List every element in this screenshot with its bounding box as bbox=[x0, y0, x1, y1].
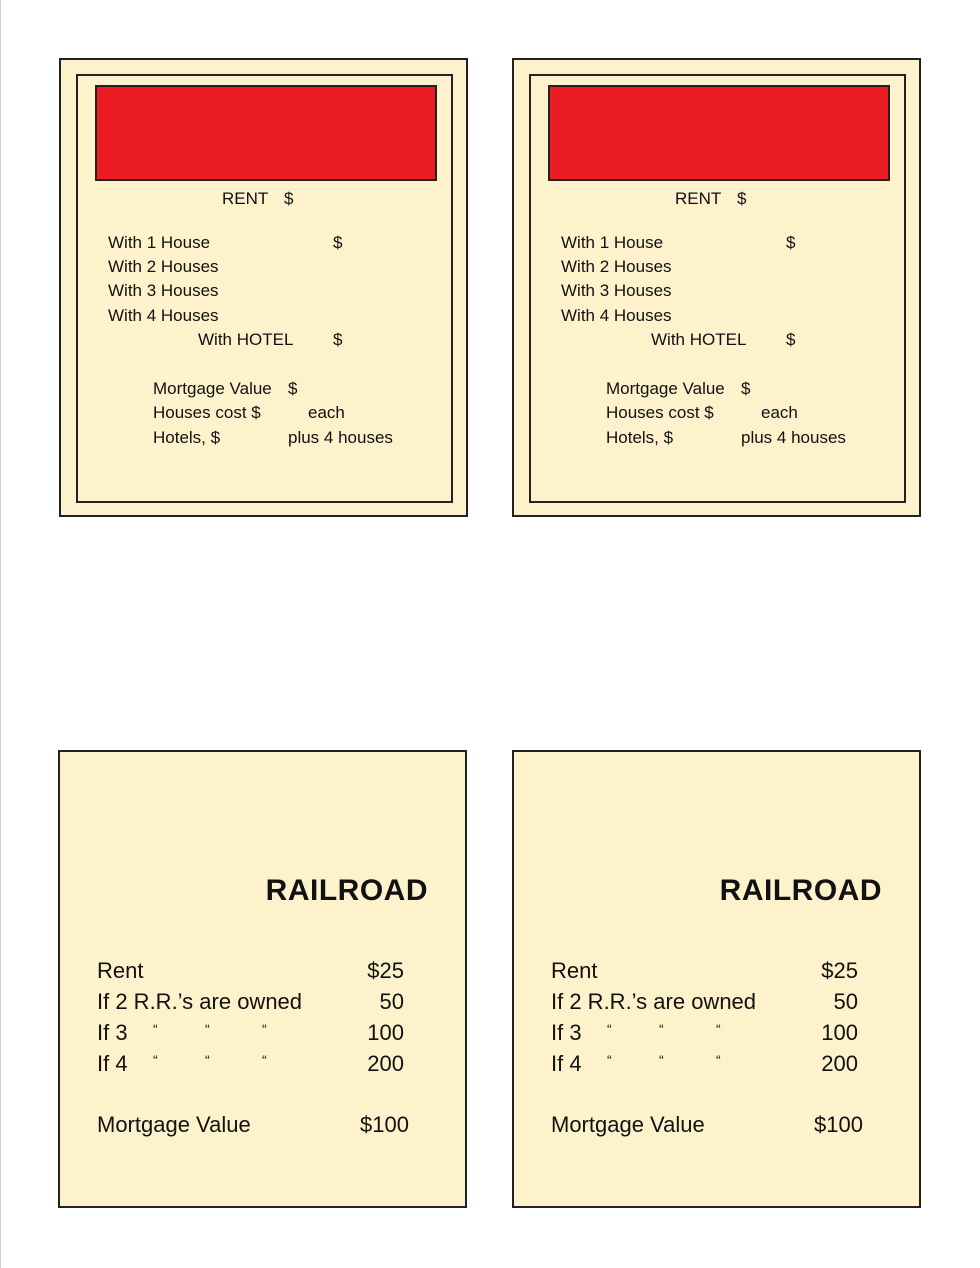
color-bar bbox=[548, 85, 890, 181]
if-3-value: 100 bbox=[367, 1020, 404, 1045]
hotel-label: With HOTEL bbox=[198, 330, 294, 349]
row-2-houses: With 2 Houses bbox=[561, 257, 672, 276]
row-4-houses: With 4 Houses bbox=[108, 306, 219, 325]
rent-value: $25 bbox=[367, 958, 404, 983]
hotels-suffix: plus 4 houses bbox=[741, 428, 846, 447]
rent-dollar: $ bbox=[737, 189, 747, 208]
ditto-mark: “ bbox=[153, 1021, 158, 1037]
row-3-houses: With 3 Houses bbox=[561, 281, 672, 300]
rent-value: $25 bbox=[821, 958, 858, 983]
if-3-label: If 3 bbox=[551, 1020, 582, 1045]
ditto-mark: “ bbox=[659, 1052, 664, 1068]
if-2-value: 50 bbox=[379, 989, 404, 1014]
hotel-label: With HOTEL bbox=[651, 330, 747, 349]
if-4-value: 200 bbox=[821, 1051, 858, 1076]
railroad-title: RAILROAD bbox=[265, 874, 428, 907]
page-left-edge bbox=[0, 0, 1, 1268]
if-2-label: If 2 R.R.’s are owned bbox=[97, 989, 303, 1014]
ditto-mark: “ bbox=[262, 1052, 267, 1068]
if-4-label: If 4 bbox=[97, 1051, 128, 1076]
rent-label: Rent bbox=[97, 958, 144, 983]
ditto-mark: “ bbox=[607, 1052, 612, 1068]
property-card bbox=[512, 58, 921, 517]
houses-cost-label: Houses cost $ bbox=[153, 403, 261, 422]
houses-each: each bbox=[308, 403, 345, 422]
if-4-label: If 4 bbox=[551, 1051, 582, 1076]
railroad-title: RAILROAD bbox=[719, 874, 882, 907]
railroad-card bbox=[512, 750, 921, 1208]
ditto-mark: “ bbox=[716, 1052, 721, 1068]
property-card-frame bbox=[529, 74, 906, 503]
mortgage-value: $100 bbox=[360, 1112, 409, 1137]
houses-cost-label: Houses cost $ bbox=[606, 403, 714, 422]
row-4-houses: With 4 Houses bbox=[561, 306, 672, 325]
hotels-label: Hotels, $ bbox=[153, 428, 221, 447]
railroad-card bbox=[58, 750, 467, 1208]
row-1-house: With 1 House bbox=[108, 233, 211, 252]
row-3-houses: With 3 Houses bbox=[108, 281, 219, 300]
mortgage-label: Mortgage Value bbox=[551, 1112, 705, 1137]
mortgage-label: Mortgage Value bbox=[153, 379, 272, 398]
row-2-houses: With 2 Houses bbox=[108, 257, 219, 276]
ditto-mark: “ bbox=[716, 1021, 721, 1037]
property-card-frame bbox=[76, 74, 453, 503]
row-1-house: With 1 House bbox=[561, 233, 664, 252]
hotels-label: Hotels, $ bbox=[606, 428, 674, 447]
ditto-mark: “ bbox=[262, 1021, 267, 1037]
ditto-mark: “ bbox=[205, 1021, 210, 1037]
if-4-value: 200 bbox=[367, 1051, 404, 1076]
mortgage-dollar: $ bbox=[288, 379, 298, 398]
hotel-dollar: $ bbox=[333, 330, 343, 349]
mortgage-label: Mortgage Value bbox=[606, 379, 725, 398]
mortgage-value: $100 bbox=[814, 1112, 863, 1137]
ditto-mark: “ bbox=[659, 1021, 664, 1037]
hotel-dollar: $ bbox=[786, 330, 796, 349]
row-1-dollar: $ bbox=[333, 233, 343, 252]
color-bar bbox=[95, 85, 437, 181]
ditto-mark: “ bbox=[205, 1052, 210, 1068]
rent-label: RENT bbox=[222, 189, 269, 208]
hotels-suffix: plus 4 houses bbox=[288, 428, 393, 447]
rent-dollar: $ bbox=[284, 189, 294, 208]
ditto-mark: “ bbox=[153, 1052, 158, 1068]
row-1-dollar: $ bbox=[786, 233, 796, 252]
if-2-value: 50 bbox=[833, 989, 858, 1014]
mortgage-dollar: $ bbox=[741, 379, 751, 398]
houses-each: each bbox=[761, 403, 798, 422]
ditto-mark: “ bbox=[607, 1021, 612, 1037]
rent-label: RENT bbox=[675, 189, 722, 208]
rent-label: Rent bbox=[551, 958, 598, 983]
mortgage-label: Mortgage Value bbox=[97, 1112, 251, 1137]
if-3-label: If 3 bbox=[97, 1020, 128, 1045]
if-3-value: 100 bbox=[821, 1020, 858, 1045]
if-2-label: If 2 R.R.’s are owned bbox=[551, 989, 757, 1014]
property-card bbox=[59, 58, 468, 517]
